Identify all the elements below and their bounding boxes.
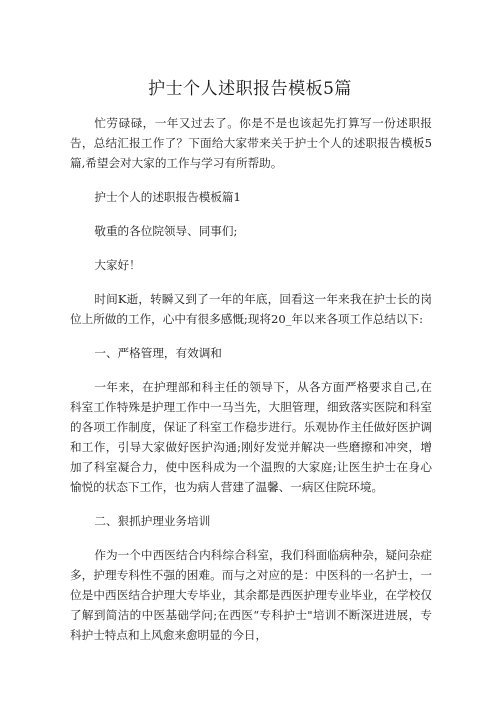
intro-paragraph: 忙劳碌碌，一年又过去了。你是不是也该起先打算写一份述职报告，总结汇报工作了？下面给大家带来关于护士个人的述职报告模板5篇,希望会对大家的工作与学习有所帮助。	[70, 116, 432, 170]
document-body	[70, 113, 432, 645]
section-heading: 护士个人的述职报告模板篇1	[94, 190, 241, 204]
greeting: 大家好！	[94, 258, 141, 272]
subsection-heading: 一、严格管理，有效调和	[94, 346, 222, 360]
document-title: 护士个人述职报告模板5篇	[148, 79, 352, 99]
subsection-heading: 二、狠抓护理业务培训	[94, 514, 211, 528]
body-paragraph: 时间K逝，转瞬又到了一年的年底，回看这一年来我在护士长的岗位上所做的工作，心中有很多感慨;现将20_年以来各项工作总结以下:	[70, 292, 432, 326]
body-paragraph: 一年来，在护理部和科主任的领导下，从各方面严格要求自己,在科室工作特殊是护理工作中一马当先，大胆管理，细致落实医院和科室的各项工作制度，保证了科室工作稳步进行。乐观协作主任做好医护调和工作，引导大家做好医护沟通;刚好发觉并解决一些磨擦和冲突，增加了科室凝合力，使中医科成为一个温煦的大家庭;让医生护士在身心愉悦的状态下工作，也为病人营建了温馨、一病区住院环境。	[70, 380, 432, 494]
salutation: 敬重的各位院领导、同事们;	[94, 224, 238, 238]
body-paragraph: 作为一个中西医结合内科综合科室，我们科面临病种杂，疑问杂症多，护理专科性不强的困难。而与之对应的是：中医科的一名护士，一位是中西医结合护理大专毕业，其余都是西医护理专业毕业，在学校仅了解到简洁的中医基础学问;在西医“专科护士"培训不断深进进展，专科护士特点和上风愈来愈明显的今日，	[70, 548, 432, 642]
